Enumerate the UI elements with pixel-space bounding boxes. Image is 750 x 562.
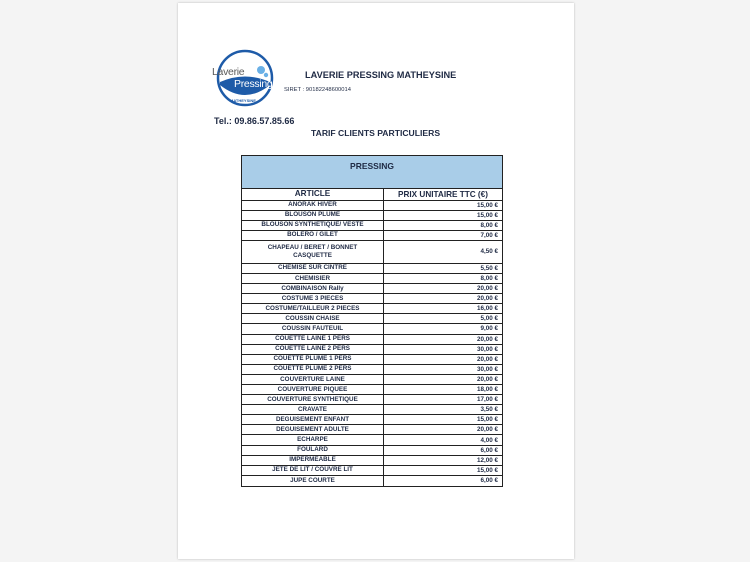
table-row [242, 466, 502, 476]
article-cell: BLOUSON PLUME [242, 211, 384, 220]
price-cell: 16,00 € [476, 305, 498, 313]
table-row [242, 405, 502, 415]
price-cell: 20,00 € [476, 375, 498, 383]
article-cell: DEGUISEMENT ADULTE [242, 425, 384, 434]
article-cell: BOLERO / GILET [242, 231, 384, 240]
company-name: LAVERIE PRESSING MATHEYSINE [305, 70, 457, 80]
article-cell: COMBINAISON Rally [242, 284, 384, 293]
price-cell: 30,00 € [476, 365, 498, 373]
article-cell: DEGUISEMENT ENFANT [242, 415, 384, 424]
table-row [242, 365, 502, 375]
article-cell: JUPE COURTE [242, 476, 384, 486]
price-cell: 8,00 € [480, 221, 498, 229]
table-row [242, 415, 502, 425]
document-page [178, 3, 574, 559]
price-cell: 7,00 € [480, 231, 498, 239]
tarif-title: TARIF CLIENTS PARTICULIERS [311, 128, 441, 138]
price-cell: 20,00 € [476, 335, 498, 343]
table-row [242, 385, 502, 395]
table-row [242, 446, 502, 456]
table-row [242, 294, 502, 304]
article-cell: ECHARPE [242, 435, 384, 444]
table-row [242, 335, 502, 345]
article-cell: COUSSIN CHAISE [242, 314, 384, 323]
article-cell: CHEMISE SUR CINTRE [242, 264, 384, 273]
price-cell: 9,00 € [480, 325, 498, 333]
table-row [242, 355, 502, 365]
price-table [241, 155, 503, 487]
table-row [242, 241, 502, 264]
table-section-header: PRESSING [242, 156, 502, 189]
price-cell: 6,00 € [480, 446, 498, 454]
article-cell: COUVERTURE LAINE [242, 375, 384, 384]
price-cell: 30,00 € [476, 345, 498, 353]
price-cell: 12,00 € [476, 456, 498, 464]
table-row [242, 314, 502, 324]
table-row [242, 284, 502, 294]
table-row [242, 395, 502, 405]
table-row [242, 476, 502, 486]
table-row [242, 231, 502, 241]
price-cell: 17,00 € [476, 396, 498, 404]
table-row [242, 324, 502, 334]
article-cell: COUSSIN FAUTEUIL [242, 324, 384, 333]
siret-number: SIRET : 90182248600014 [284, 87, 351, 93]
table-row [242, 264, 502, 274]
article-cell: COSTUME/TAILLEUR 2 PIECES [242, 304, 384, 313]
article-cell: CHAPEAU / BERET / BONNET CASQUETTE [242, 241, 384, 263]
price-cell: 18,00 € [476, 386, 498, 394]
price-cell: 5,00 € [480, 315, 498, 323]
article-cell: ANORAK HIVER [242, 201, 384, 210]
price-cell: 8,00 € [480, 275, 498, 283]
table-row [242, 435, 502, 445]
price-cell: 15,00 € [476, 466, 498, 474]
price-cell: 15,00 € [476, 211, 498, 219]
column-price: PRIX UNITAIRE TTC (€) [398, 189, 488, 199]
article-cell: IMPERMEABLE [242, 456, 384, 465]
column-article: ARTICLE [242, 189, 384, 200]
article-cell: FOULARD [242, 446, 384, 455]
price-cell: 20,00 € [476, 285, 498, 293]
price-cell: 20,00 € [476, 295, 498, 303]
logo-text-top: Laverie [212, 66, 245, 78]
article-cell: CRAVATE [242, 405, 384, 414]
table-row [242, 304, 502, 314]
article-cell: COUVERTURE PIQUEE [242, 385, 384, 394]
table-row [242, 211, 502, 221]
article-cell: JETE DE LIT / COUVRE LIT [242, 466, 384, 475]
price-cell: 20,00 € [476, 426, 498, 434]
logo-subtitle: MATHEYSINE [230, 98, 256, 103]
table-row [242, 456, 502, 466]
price-cell: 4,00 € [480, 436, 498, 444]
article-cell: COUETTE PLUME 2 PERS [242, 365, 384, 374]
price-cell: 20,00 € [476, 355, 498, 363]
price-cell: 6,00 € [480, 477, 498, 485]
table-row [242, 274, 502, 284]
price-cell: 15,00 € [476, 416, 498, 424]
article-cell: COSTUME 3 PIECES [242, 294, 384, 303]
logo-text-bottom: Pressing [234, 78, 273, 90]
price-cell: 3,50 € [480, 406, 498, 414]
article-cell: COUVERTURE SYNTHETIQUE [242, 395, 384, 404]
article-cell: COUETTE LAINE 1 PERS [242, 335, 384, 344]
price-cell: 15,00 € [476, 201, 498, 209]
table-column-header [242, 189, 502, 201]
article-cell: COUETTE PLUME 1 PERS [242, 355, 384, 364]
table-row [242, 201, 502, 211]
table-row [242, 221, 502, 231]
table-row [242, 425, 502, 435]
table-row [242, 345, 502, 355]
table-row [242, 375, 502, 385]
article-cell: COUETTE LAINE 2 PERS [242, 345, 384, 354]
phone-number: Tel.: 09.86.57.85.66 [214, 116, 295, 126]
article-cell: BLOUSON SYNTHETIQUE/ VESTE [242, 221, 384, 230]
price-cell: 5,50 € [480, 264, 498, 272]
price-cell: 4,50 € [480, 248, 498, 256]
article-cell: CHEMISIER [242, 274, 384, 283]
